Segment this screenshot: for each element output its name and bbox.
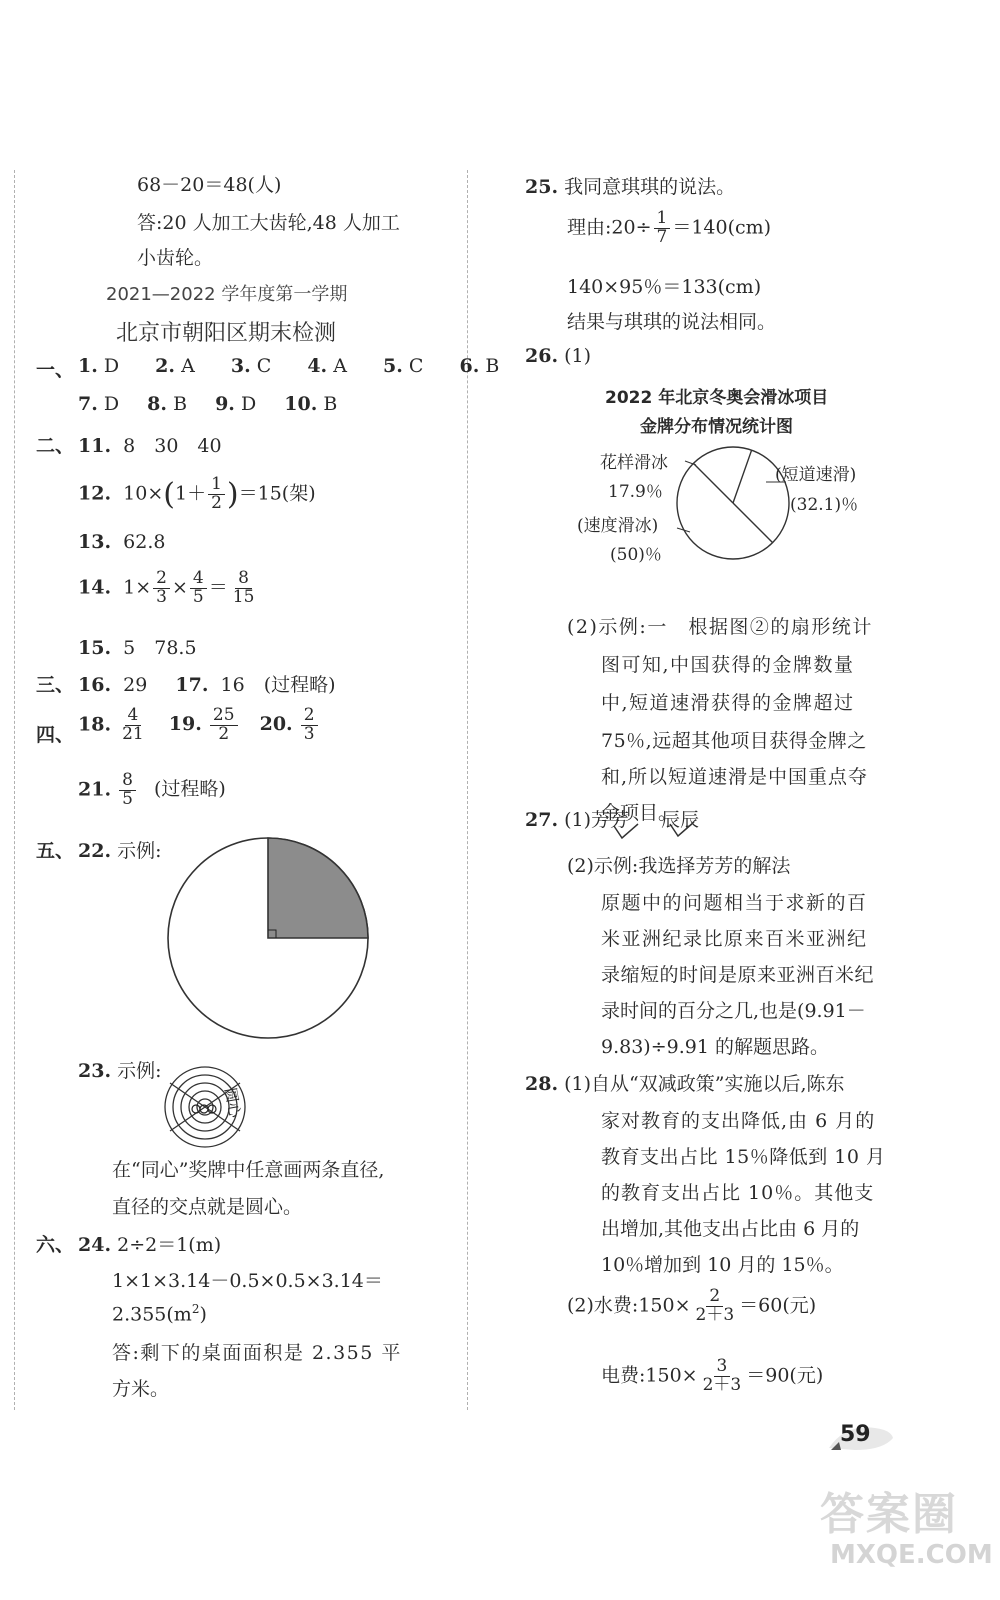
left-margin-line xyxy=(14,170,15,1410)
q24-answer: 方米。 xyxy=(112,1378,170,1400)
q16-17: 16. 29 17. 16 (过程略) xyxy=(78,674,336,696)
chart-title-line1: 2022 年北京冬奥会滑冰项目 xyxy=(605,388,829,408)
q24-answer: 答:剩下的桌面面积是 2.355 平 xyxy=(112,1342,402,1364)
slice-value-short-track: (32.1)％ xyxy=(790,495,859,515)
watermark-logo: 答案圈 xyxy=(820,1489,958,1540)
q28-line: 家对教育的支出降低,由 6 月的 xyxy=(601,1110,876,1132)
q22: 22. 示例: xyxy=(78,840,162,862)
check-mark xyxy=(668,820,698,840)
section-label-3: 三、 xyxy=(36,674,75,696)
q26: 26. (1) xyxy=(525,345,592,367)
quarter-circle-diagram xyxy=(160,835,390,1045)
q26-2: 金项目。 xyxy=(601,802,678,824)
q21: 21. $\frac{8}{5}$ (过程略) xyxy=(78,770,226,809)
q27-2: 录时间的百分之几,也是(9.91－ xyxy=(601,1000,866,1022)
q27-2: 米亚洲纪录比原来百米亚洲纪 xyxy=(601,928,868,950)
section-label-5: 五、 xyxy=(36,840,75,862)
slice-label-speed-skating: (速度滑冰) xyxy=(577,516,659,536)
answer-line: 小齿轮。 xyxy=(137,247,214,269)
q26-2: 图可知,中国获得的金牌数量 xyxy=(601,654,855,676)
mc-row-1: 1. D 2. A 3. C 4. A 5. C 6. B xyxy=(78,355,500,377)
section-label-6: 六、 xyxy=(36,1234,75,1256)
pie-divider-a xyxy=(733,503,773,543)
q27-2: (2)示例:我选择芳芳的解法 xyxy=(567,855,791,877)
q26-2: (2)示例:一 根据图②的扇形统计 xyxy=(567,616,873,638)
mc-row-2: 7. D 8. B 9. D 10. B xyxy=(78,393,338,415)
q27: 27. (1)芳芳 辰辰 xyxy=(525,809,700,831)
q12: 12. 10×(1＋ $\frac{1}{2}$ )＝15(架) xyxy=(78,474,316,513)
section-label-4: 四、 xyxy=(36,724,75,746)
q25-line: 结果与琪琪的说法相同。 xyxy=(567,311,777,333)
q28-line: 10％增加到 10 月的 15％。 xyxy=(601,1254,844,1276)
slice-label-figure-skating: 花样滑冰 xyxy=(600,453,668,473)
page-number: 59 xyxy=(840,1422,871,1447)
q28-line: 的教育支出占比 10％。其他支 xyxy=(601,1182,875,1204)
section-label-1: 一、 xyxy=(36,359,75,381)
chart-title-line2: 金牌分布情况统计图 xyxy=(640,417,793,437)
exam-title: 北京市朝阳区期末检测 xyxy=(116,321,337,346)
q27-2: 录缩短的时间是原来亚洲百米纪 xyxy=(601,964,875,986)
q14: 14. 1× $\frac{2}{3}$ × $\frac{4}{5}$ ＝ $\frac{8}{15}$ xyxy=(78,568,255,607)
q24: 24. 2÷2＝1(m) xyxy=(78,1234,222,1256)
q26-2: 和,所以短道速滑是中国重点夺 xyxy=(601,766,869,788)
q15: 15. 5 78.5 xyxy=(78,637,197,659)
slice-label-short-track: (短道速滑) xyxy=(775,465,857,485)
q24-line: 1×1×3.14－0.5×0.5×3.14＝ xyxy=(112,1270,383,1292)
medal-label: 圆心 xyxy=(221,1086,244,1119)
q27-2: 9.83)÷9.91 的解题思路。 xyxy=(601,1036,829,1058)
answer-line: 答:20 人加工大齿轮,48 人加工 xyxy=(137,212,400,234)
slice-value-figure-skating: 17.9％ xyxy=(608,482,663,502)
q28-3: 电费:150× $\frac{3}{2+3}$ ＝90(元) xyxy=(601,1356,824,1395)
q23-answer: 直径的交点就是圆心。 xyxy=(112,1196,303,1218)
q25: 25. 我同意琪琪的说法。 xyxy=(525,176,736,198)
q23: 23. 示例: xyxy=(78,1060,162,1082)
q23-answer: 在“同心”奖牌中任意画两条直径, xyxy=(112,1159,385,1181)
watermark-url: MXQE.COM xyxy=(830,1540,993,1570)
q24-line: $2.355(m^2)$ xyxy=(112,1302,207,1326)
pie-divider-c xyxy=(733,450,752,503)
q25-line: 140×95％＝133(cm) xyxy=(567,276,762,298)
q18-20: 18. $\frac{4}{21}$ 19. $\frac{25}{2}$ 20. $\frac{2}{3}$ xyxy=(78,707,320,744)
check-mark xyxy=(612,822,642,842)
q11: 11. 8 30 40 xyxy=(78,435,222,457)
pie-divider-b xyxy=(693,463,733,503)
exam-year: 2021—2022 学年度第一学期 xyxy=(106,284,348,305)
q28-line: 教育支出占比 15％降低到 10 月 xyxy=(601,1146,886,1168)
section-label-2: 二、 xyxy=(36,435,75,457)
q26-2: 中,短道速滑获得的金牌超过 xyxy=(601,692,855,714)
q27-2: 原题中的问题相当于求新的百 xyxy=(601,892,868,914)
slice-value-speed-skating: (50)％ xyxy=(610,545,662,565)
q28-line: 出增加,其他支出占比由 6 月的 xyxy=(601,1218,860,1240)
top-calc: 68－20＝48(人) xyxy=(137,174,282,196)
medal-diagram xyxy=(160,1063,270,1153)
q28: 28. (1)自从“双减政策”实施以后,陈东 xyxy=(525,1073,845,1095)
q28-2: (2)水费:150× $\frac{2}{2+3}$ ＝60(元) xyxy=(567,1286,817,1325)
q26-2: 75％,远超其他项目获得金牌之 xyxy=(601,730,867,752)
q25-line: 理由:20÷ $\frac{1}{7}$ ＝140(cm) xyxy=(567,208,772,247)
q13: 13. 62.8 xyxy=(78,531,166,553)
